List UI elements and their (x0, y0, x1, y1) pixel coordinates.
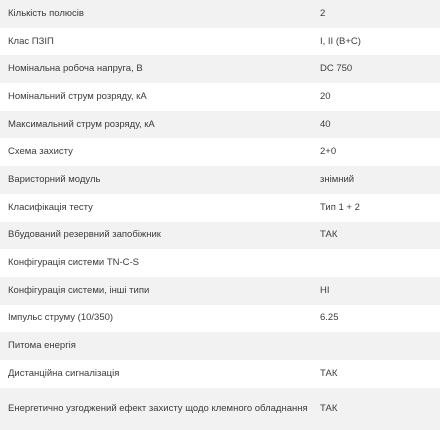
spec-row (0, 0, 440, 28)
spec-row (0, 332, 440, 360)
spec-value: Тип 1 + 2 (320, 201, 360, 213)
spec-value: НІ (310, 277, 440, 305)
spec-value (310, 249, 440, 277)
spec-row (0, 28, 440, 56)
spec-row (0, 111, 440, 139)
spec-name: Імпульс струму (10/350) (8, 312, 114, 324)
spec-name: Номінальний струм розряду, кА (8, 90, 147, 102)
spec-row (0, 194, 440, 222)
spec-value: 6.25 (320, 312, 339, 324)
spec-name: Конфігурація системи TN-C-S (8, 257, 140, 269)
spec-value: ТАК (310, 222, 440, 250)
spec-name: Варисторний модуль (0, 166, 310, 194)
spec-value: 2 (310, 0, 440, 28)
spec-name: Вбудований резервний запобіжник (0, 222, 310, 250)
spec-row (0, 360, 440, 388)
spec-name: Схема захисту (8, 146, 73, 158)
spec-name: Клас ПЗІП (8, 35, 54, 47)
spec-value: ТАК (310, 388, 440, 430)
spec-name: Кількість полюсів (0, 0, 310, 28)
spec-row (0, 83, 440, 111)
spec-value (310, 332, 440, 360)
spec-row (0, 166, 440, 194)
spec-value: знімний (310, 166, 440, 194)
spec-value: ТАК (320, 367, 338, 379)
spec-value: 2+0 (320, 146, 337, 158)
spec-row (0, 222, 440, 250)
spec-row (0, 138, 440, 166)
spec-value: 40 (310, 111, 440, 139)
spec-name: Класифікація тесту (8, 201, 93, 213)
spec-row (0, 249, 440, 277)
spec-name: Дистанційна сигналізація (8, 367, 120, 379)
spec-name: Конфігурація системи, інші типи (0, 277, 310, 305)
spec-name: Питома енергія (0, 332, 310, 360)
spec-row (0, 388, 440, 430)
spec-row (0, 55, 440, 83)
spec-value: 20 (320, 90, 331, 102)
spec-row (0, 277, 440, 305)
spec-row (0, 305, 440, 333)
spec-value: I, II (B+C) (320, 35, 361, 47)
spec-name: Номінальна робоча напруга, В (0, 55, 310, 83)
spec-name: Максимальний струм розряду, кА (0, 111, 310, 139)
spec-name: Енергетично узгоджений ефект захисту щодо клемного обладнання (0, 388, 310, 430)
spec-value: DC 750 (310, 55, 440, 83)
